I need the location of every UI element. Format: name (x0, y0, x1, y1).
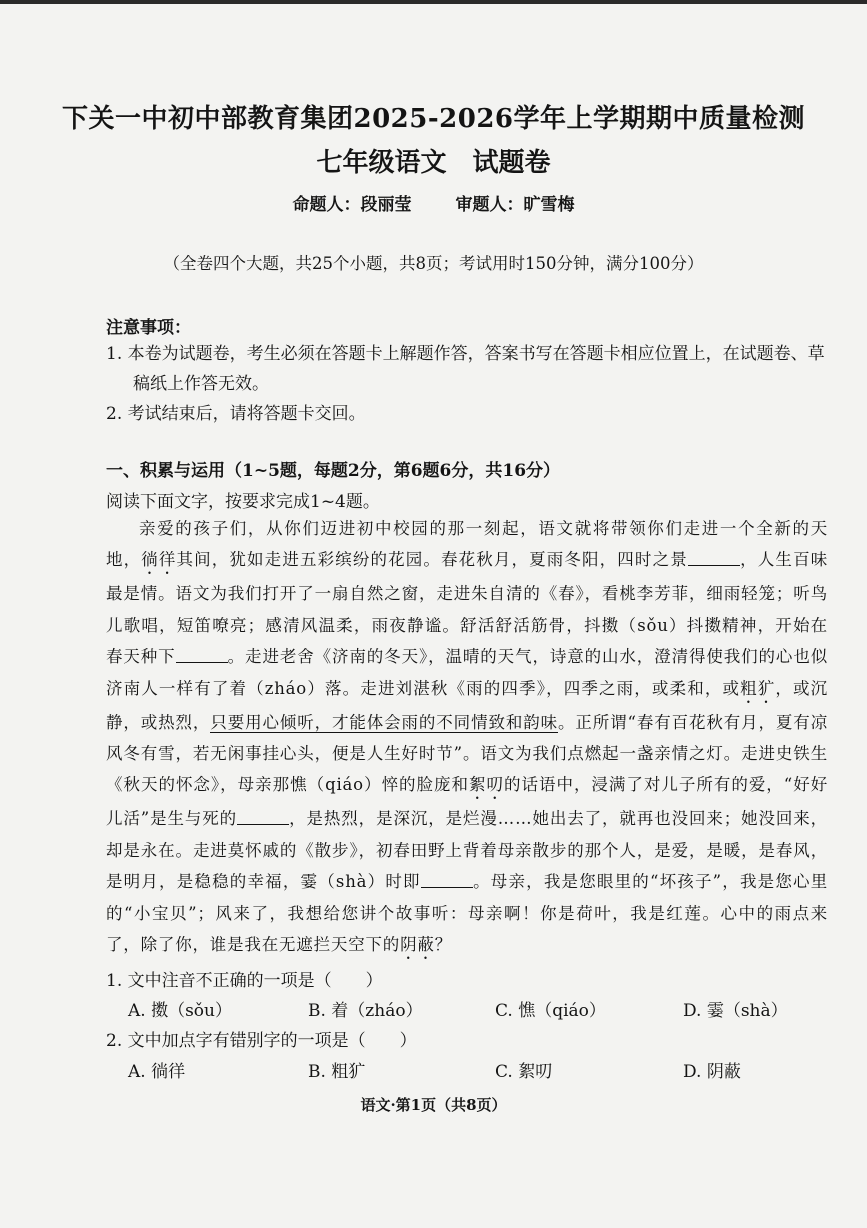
passage-text: ？ (434, 935, 453, 955)
underlined-sentence: 只要用心倾听，才能体会雨的不同情致和韵味 (210, 712, 558, 732)
dotted-word-yinbi: 阴蔽 (400, 935, 435, 955)
fill-blank-3 (237, 808, 289, 825)
reviewer: 审题人：旷雪梅 (455, 195, 575, 215)
passage-text: 。走进老舍《济南的冬天》，温晴的天气，诗意的山水，澄清得使我们的心也似济南人一样有了着（zháo）落。走进刘湛秋《雨的四季》，四季之雨，或柔和，或 (106, 647, 829, 698)
q2-option-a: A. 徜徉 (128, 1062, 186, 1082)
passage-text: ，或沉静，或热烈， (106, 678, 828, 732)
page-footer: 语文·第1页（共8页） (360, 1096, 507, 1114)
scan-top-edge (0, 0, 867, 4)
passage-text: 的话语中，浸满了对儿子所有的爱，“好好儿活”是生与死的 (106, 775, 829, 829)
q1-option-d: D. 霎（shà） (683, 1001, 788, 1021)
fill-blank-2 (176, 646, 228, 663)
passage-text: ，是热烈，是深沉，是烂漫……她出去了，就再也没回来；她没回来，却是永在。走进莫怀戚的《散步》，初春田野上背着母亲散步的那个人，是爱，是暖，是春风，是明月，是稳稳的幸福，霎（shà）时即 (106, 809, 828, 892)
q2-option-b: B. 粗犷 (308, 1062, 366, 1082)
notes-title: 注意事项： (106, 318, 191, 338)
paper-type: 试题卷 (472, 148, 551, 178)
section-title: 一、积累与运用（1~5题，每题2分，第6题6分，共16分） (106, 461, 561, 481)
dotted-word-cuguang: 粗犷 (740, 678, 776, 698)
question-setter: 命题人：段丽莹 (292, 195, 412, 215)
dotted-word-changyang: 徜徉 (141, 550, 177, 570)
grade-subject: 七年级语文 (316, 148, 447, 178)
passage-text: 。母亲，我是您眼里的“坏孩子”，我是您心里的“小宝贝”；风来了，我想给您讲个故事听：母亲啊！你是荷叶，我是红莲。心中的雨点来了，除了你，谁是我在无遮拦天空下的 (106, 872, 828, 955)
exam-info: （全卷四个大题，共25个小题，共8页；考试用时150分钟，满分100分） (163, 254, 704, 273)
q2-option-c: C. 絮叨 (495, 1062, 553, 1082)
question-2-options (128, 1057, 828, 1081)
q1-option-c: C. 憔（qiáo） (495, 1001, 606, 1021)
passage-text: 。正所谓“春有百花秋有月，夏有凉风冬有雪，若无闲事挂心头，便是人生好时节”。语文为我们点燃起一盏亲情之灯。走进史铁生《秋天的怀念》，母亲那憔（qiáo）悴的脸庞和 (106, 712, 828, 795)
passage-text: 亲爱的孩子们，从你们迈进初中校园的那一刻起，语文就将带领你们走进一个全新的天地， (106, 519, 828, 570)
question-2-stem: 2. 文中加点字有错别字的一项是（ ） (106, 1031, 417, 1051)
q1-option-a: A. 擞（sǒu） (128, 1001, 232, 1021)
passage-text: 其间，犹如走进五彩缤纷的花园。春花秋月，夏雨冬阳，四时之景 (176, 550, 688, 570)
note-item-2: 2. 考试结束后，请将答题卡交回。 (106, 404, 366, 424)
authors-line (20, 190, 847, 215)
q1-option-b: B. 着（zháo） (308, 1001, 423, 1021)
note-item-1: 1. 本卷为试题卷，考生必须在答题卡上解题作答，答案书写在答题卡相应位置上，在试题卷、草稿纸上作答无效。 (106, 344, 825, 394)
question-1-options (128, 996, 828, 1020)
passage-text: ，人生百味最是情。语文为我们打开了一扇自然之窗，走进朱自清的《春》，看桃李芳菲，细雨轻笼；听鸟儿歌唱，短笛嘹亮；感清风温柔，雨夜静谧。舒活舒活筋骨，抖擞（sǒu）抖擞精神，开始在春天种下 (106, 550, 828, 667)
dotted-word-xudao: 絮叨 (469, 775, 504, 795)
exam-subtitle (20, 142, 847, 179)
q2-option-d: D. 阴蔽 (683, 1062, 741, 1082)
exam-title: 下关一中初中部教育集团2025-2026学年上学期期中质量检测 (61, 104, 806, 134)
reading-passage (106, 513, 828, 963)
section-instruction: 阅读下面文字，按要求完成1~4题。 (106, 492, 380, 512)
fill-blank-4 (421, 871, 473, 888)
fill-blank-1 (688, 549, 740, 566)
question-1-stem: 1. 文中注音不正确的一项是（ ） (106, 971, 383, 991)
